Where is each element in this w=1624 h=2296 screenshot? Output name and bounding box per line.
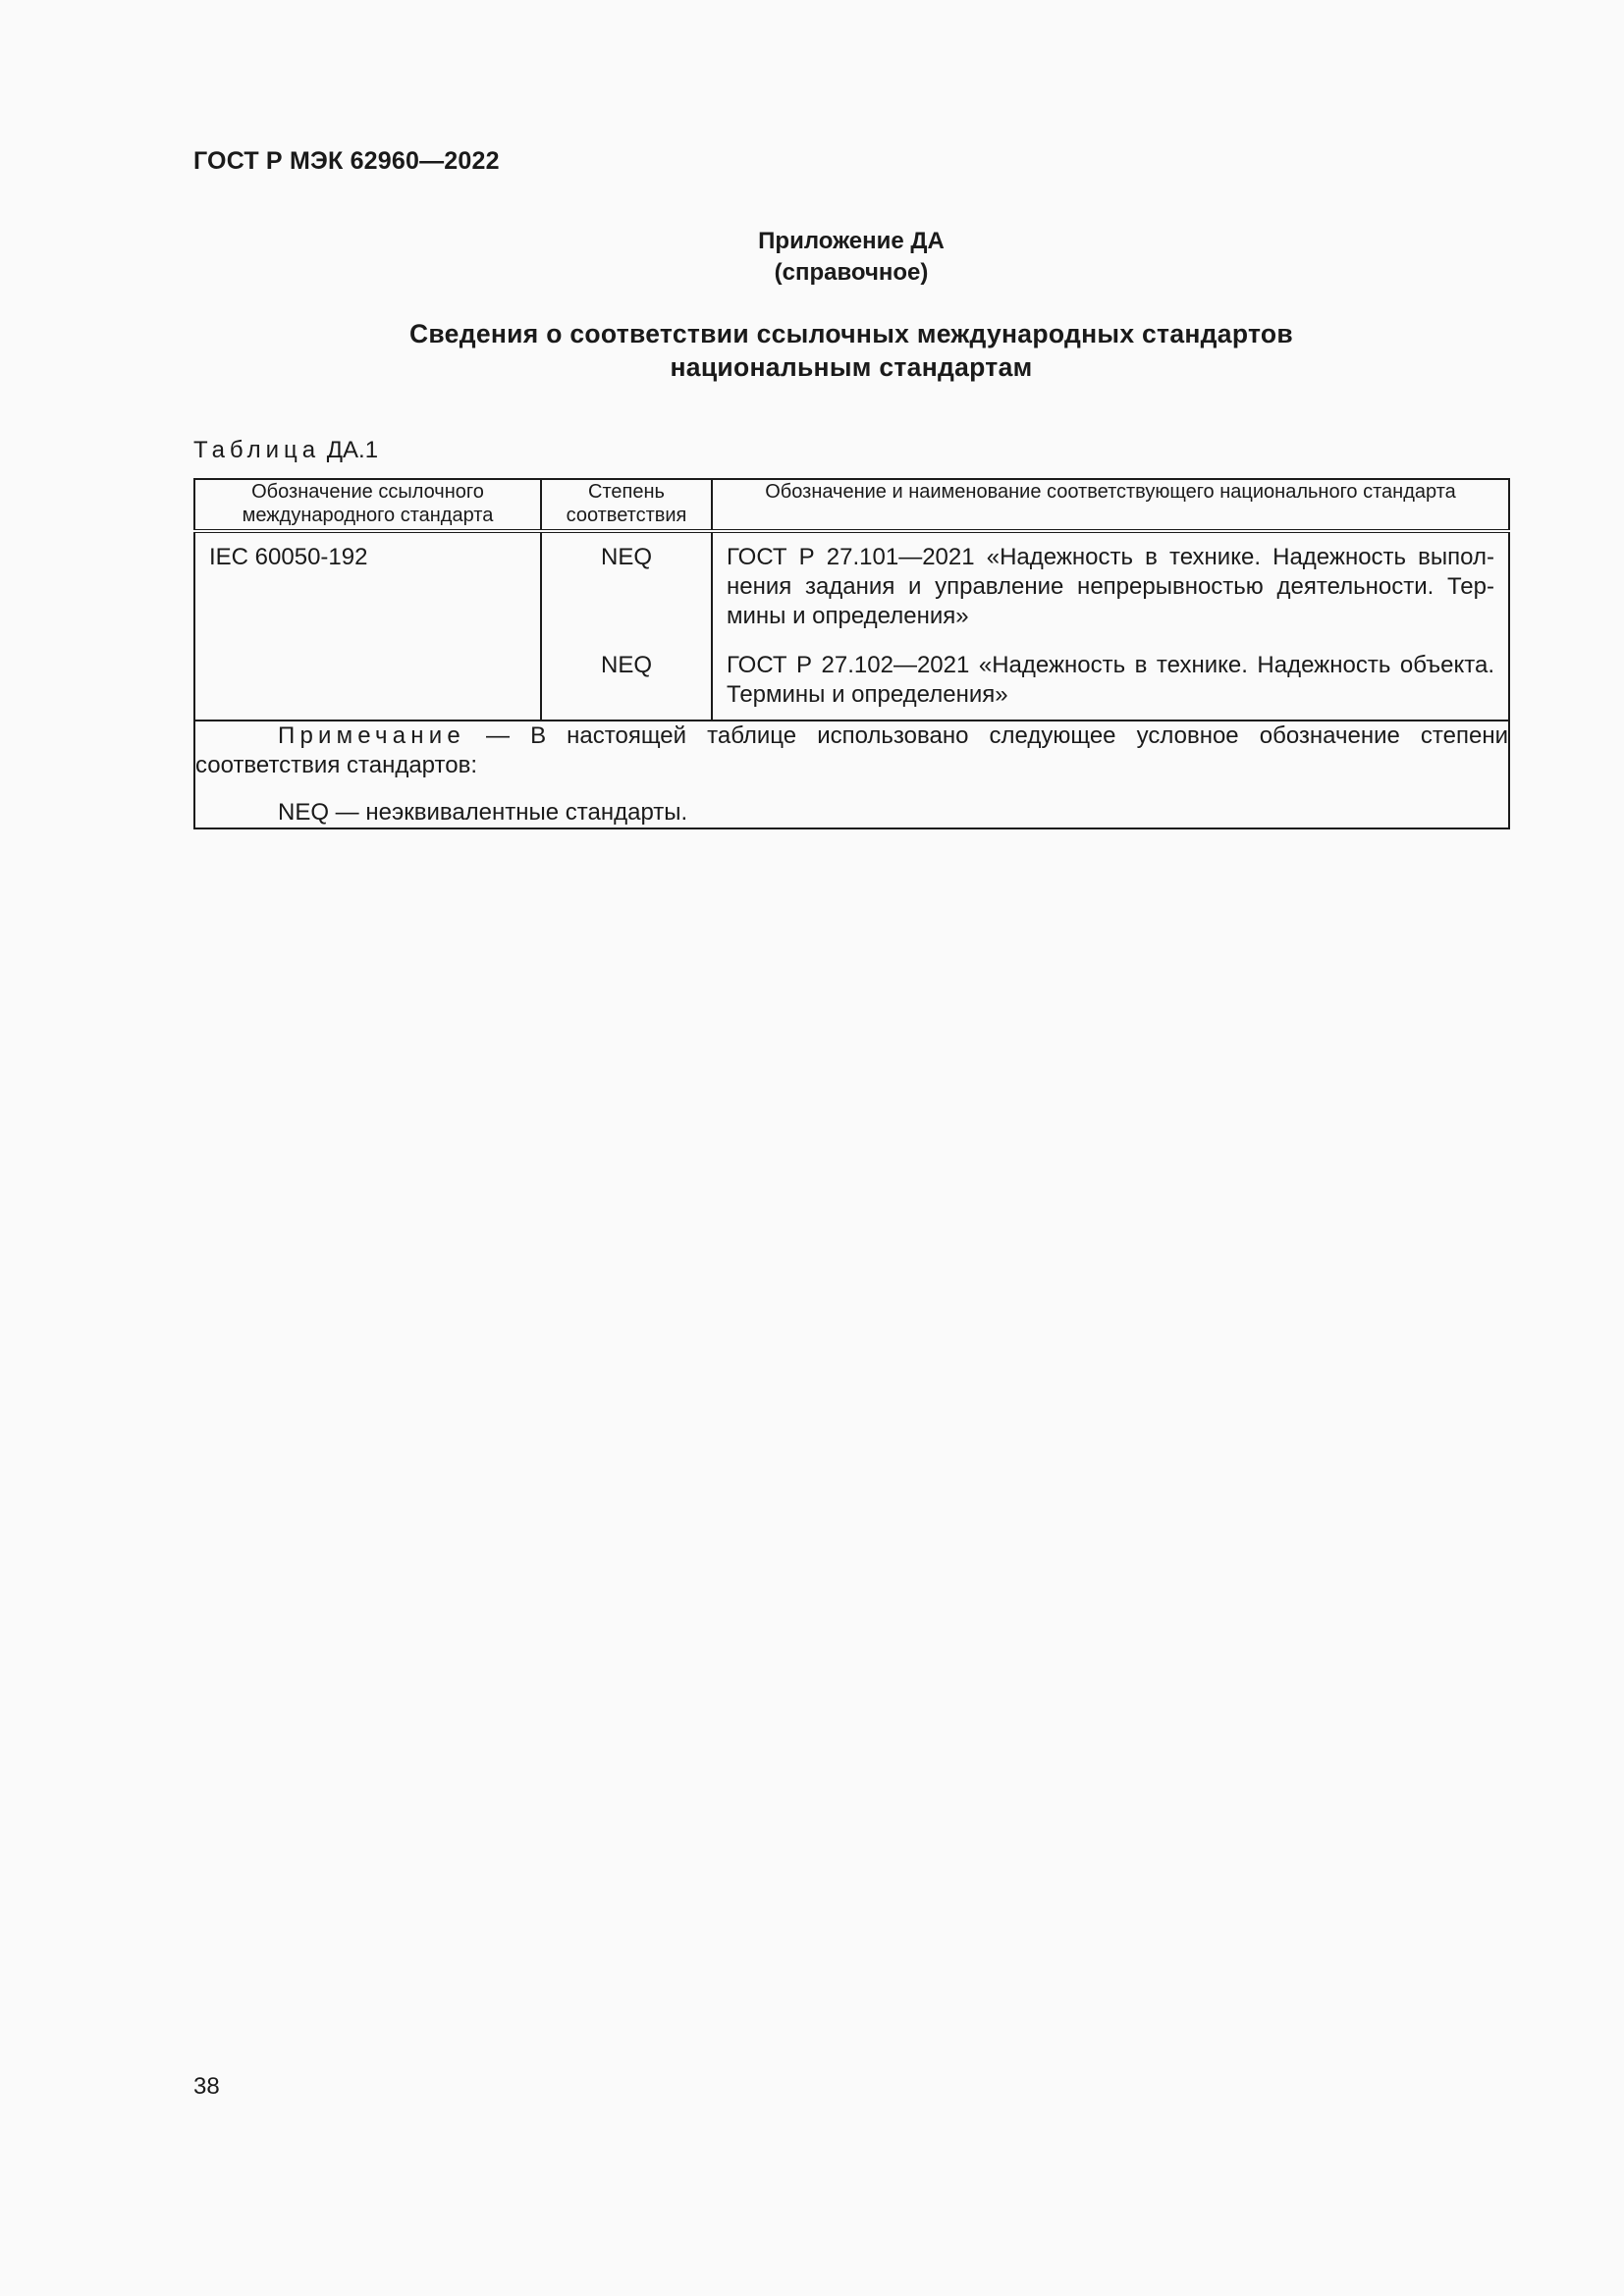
national-standard-1: ГОСТ Р 27.101—2021 «Надежность в технике. Надежность выполнения задания и управление непрерывностью деятельности. Термины и определения» <box>727 544 1494 629</box>
header-degree-of-correspondence: Степень соответствия <box>541 479 712 531</box>
degree-value-2: NEQ <box>600 652 652 678</box>
note-text: — В настоящей таблице использовано следующее условное обозначение степени соответствия стандартов: <box>195 722 1508 778</box>
document-header: ГОСТ Р МЭК 62960—2022 <box>193 147 500 175</box>
annex-title: Приложение ДА <box>758 228 945 254</box>
section-title-line1: Сведения о соответствии ссылочных международных стандартов <box>409 319 1293 348</box>
header-national-standard: Обозначение и наименование соответствующего национального стандарта <box>712 479 1509 531</box>
national-standard-cell <box>712 531 1509 721</box>
degree-cell <box>541 531 712 721</box>
national-standard-2: ГОСТ Р 27.102—2021 «Надежность в технике. Надежность объекта. Термины и определения» <box>727 652 1494 708</box>
note-cell <box>194 721 1509 828</box>
table-header-row <box>194 479 1509 531</box>
degree-value-1: NEQ <box>600 544 652 570</box>
header-international-standard: Обозначение ссылочного международного стандарта <box>194 479 541 531</box>
table-caption <box>193 437 378 464</box>
note-definition: NEQ — неэквивалентные стандарты. <box>278 799 688 826</box>
international-standard-code: IEC 60050-192 <box>209 544 368 570</box>
note-paragraph <box>195 721 1508 780</box>
annex-subtitle: (справочное) <box>774 259 929 286</box>
section-title-line2: национальным стандартам <box>670 352 1033 382</box>
correspondence-table <box>193 478 1510 829</box>
international-standard-cell <box>194 531 541 721</box>
table-note-row <box>194 721 1509 828</box>
table-caption-word: Таблица <box>193 437 321 463</box>
table-row <box>194 531 1509 721</box>
table-caption-number: ДА.1 <box>326 437 379 463</box>
note-label: Примечание <box>278 722 465 749</box>
page-number: 38 <box>193 2073 220 2100</box>
